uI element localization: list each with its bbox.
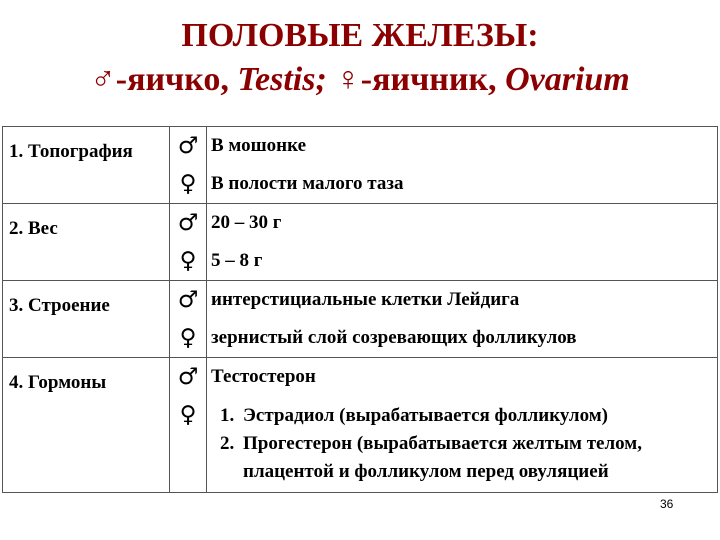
table-row bbox=[3, 204, 718, 243]
female-symbol-icon: ♀ bbox=[170, 242, 207, 281]
male-symbol-icon: ♂ bbox=[90, 61, 116, 98]
title-male-name: -яичко, bbox=[115, 61, 238, 98]
male-value: 20 – 30 г bbox=[207, 204, 718, 243]
hormone-list bbox=[211, 396, 717, 492]
title-male-latin: Testis; bbox=[237, 61, 327, 98]
list-item: 1. Эстрадиол (вырабатывается фолликулом) bbox=[239, 402, 717, 430]
female-symbol-icon: ♀ bbox=[170, 396, 207, 493]
comparison-table bbox=[2, 126, 718, 493]
female-symbol-icon: ♀ bbox=[170, 165, 207, 204]
male-value: Тестостерон bbox=[207, 358, 718, 397]
male-symbol-icon: ♂ bbox=[170, 281, 207, 320]
female-value: В полости малого таза bbox=[207, 165, 718, 204]
female-symbol-icon: ♀ bbox=[326, 61, 361, 98]
title-line-1: ПОЛОВЫЕ ЖЕЛЕЗЫ: bbox=[181, 17, 539, 54]
page-number: 36 bbox=[660, 497, 674, 511]
female-symbol-icon: ♀ bbox=[170, 319, 207, 358]
male-symbol-icon: ♂ bbox=[170, 127, 207, 166]
title-female-latin: Ovarium bbox=[505, 61, 630, 98]
female-value: 5 – 8 г bbox=[207, 242, 718, 281]
title-line-2 bbox=[0, 58, 720, 102]
male-value: интерстициальные клетки Лейдига bbox=[207, 281, 718, 320]
table-row bbox=[3, 127, 718, 166]
title-female-name: -яичник, bbox=[360, 61, 506, 98]
table-row bbox=[3, 358, 718, 397]
male-symbol-icon: ♂ bbox=[170, 204, 207, 243]
list-item: 2. Прогестерон (вырабатывается желтым телом, плацентой и фолликулом перед овуляцией bbox=[239, 430, 717, 486]
male-symbol-icon: ♂ bbox=[170, 358, 207, 397]
row-category: 1. Топография bbox=[3, 127, 170, 204]
page-title bbox=[0, 14, 720, 102]
female-value-list-cell bbox=[207, 396, 718, 493]
row-category: 3. Строение bbox=[3, 281, 170, 358]
table-row bbox=[3, 281, 718, 320]
row-category: 4. Гормоны bbox=[3, 358, 170, 493]
female-value: зернистый слой созревающих фолликулов bbox=[207, 319, 718, 358]
row-category: 2. Вес bbox=[3, 204, 170, 281]
male-value: В мошонке bbox=[207, 127, 718, 166]
